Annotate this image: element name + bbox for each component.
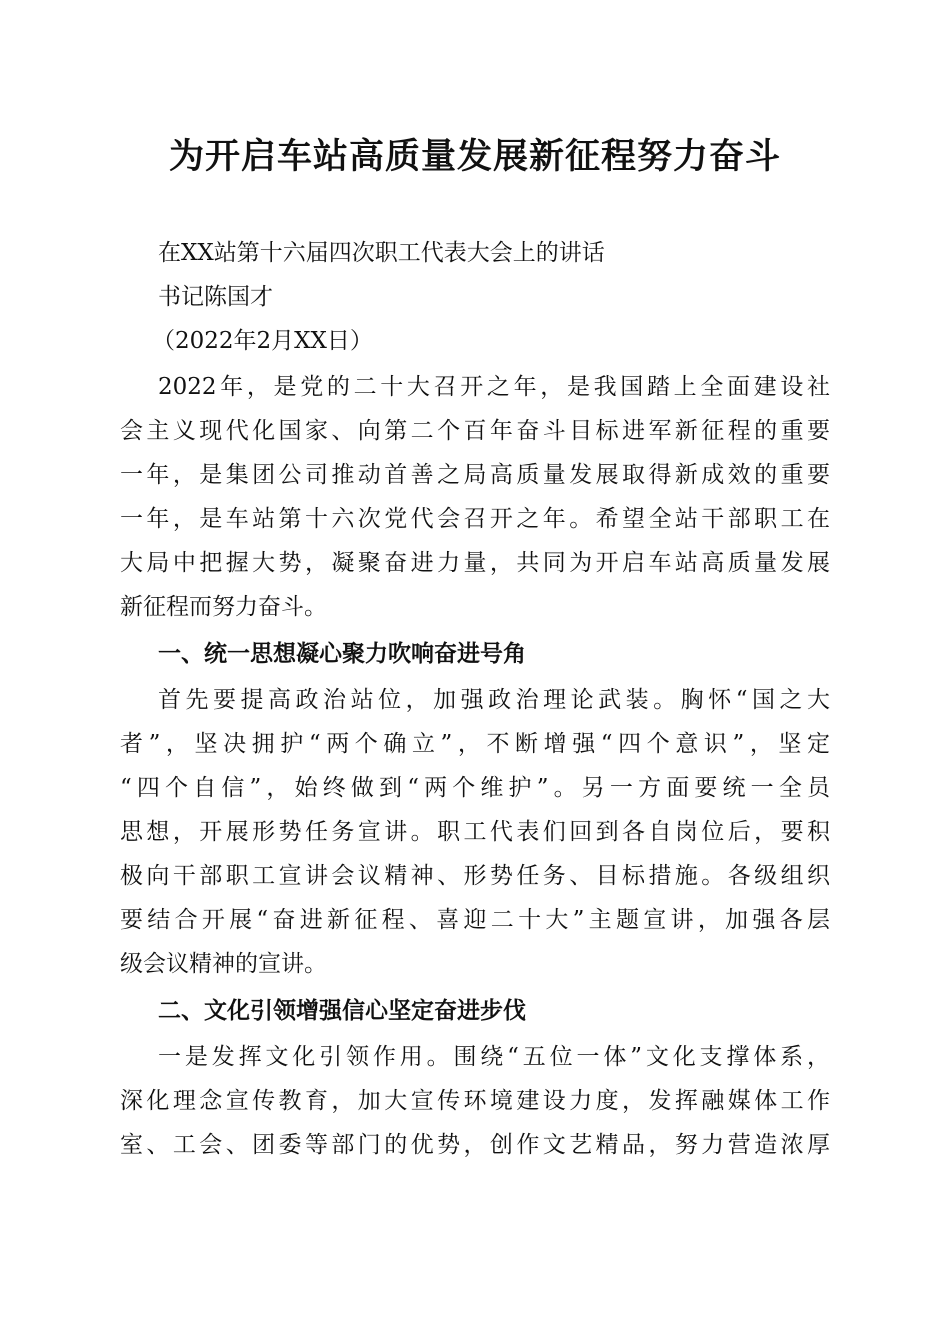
section2-line: 室、工会、团委等部门的优势，创作文艺精品，努力营造浓厚 [120, 1132, 830, 1158]
intro-line: 会主义现代化国家、向第二个百年奋斗目标进军新征程的重要 [120, 418, 830, 444]
speech-subtitle: 在XX站第十六届四次职工代表大会上的讲话 [158, 240, 605, 266]
document-title: 为开启车站高质量发展新征程努力奋斗 [168, 136, 781, 177]
intro-line: 2022年，是党的二十大召开之年，是我国踏上全面建设社 [158, 374, 830, 400]
section1-line: “四个自信”，始终做到“两个维护”。另一方面要统一全员 [120, 775, 830, 801]
section-heading: 二、文化引领增强信心坚定奋进步伐 [158, 998, 526, 1024]
section1-line: 极向干部职工宣讲会议精神、形势任务、目标措施。各级组织 [120, 863, 830, 889]
section1-line: 思想，开展形势任务宣讲。职工代表们回到各自岗位后，要积 [120, 819, 830, 845]
section2-line: 一是发挥文化引领作用。围绕“五位一体”文化支撑体系， [158, 1044, 830, 1070]
section1-line: 级会议精神的宣讲。 [120, 951, 327, 977]
section1-line: 者”，坚决拥护“两个确立”，不断增强“四个意识”，坚定 [120, 731, 830, 757]
section2-line: 深化理念宣传教育，加大宣传环境建设力度，发挥融媒体工作 [120, 1088, 830, 1114]
section1-line: 要结合开展“奋进新征程、喜迎二十大”主题宣讲，加强各层 [120, 907, 830, 933]
section1-line: 首先要提高政治站位，加强政治理论武装。胸怀“国之大 [158, 687, 830, 713]
speech-author: 书记陈国才 [158, 284, 273, 310]
intro-line: 大局中把握大势，凝聚奋进力量，共同为开启车站高质量发展 [120, 550, 830, 576]
intro-line: 新征程而努力奋斗。 [120, 594, 327, 620]
intro-line: 一年，是车站第十六次党代会召开之年。希望全站干部职工在 [120, 506, 830, 532]
section-heading: 一、统一思想凝心聚力吹响奋进号角 [158, 641, 526, 667]
intro-line: 一年，是集团公司推动首善之局高质量发展取得新成效的重要 [120, 462, 830, 488]
speech-date: （2022年2月XX日） [152, 328, 373, 354]
